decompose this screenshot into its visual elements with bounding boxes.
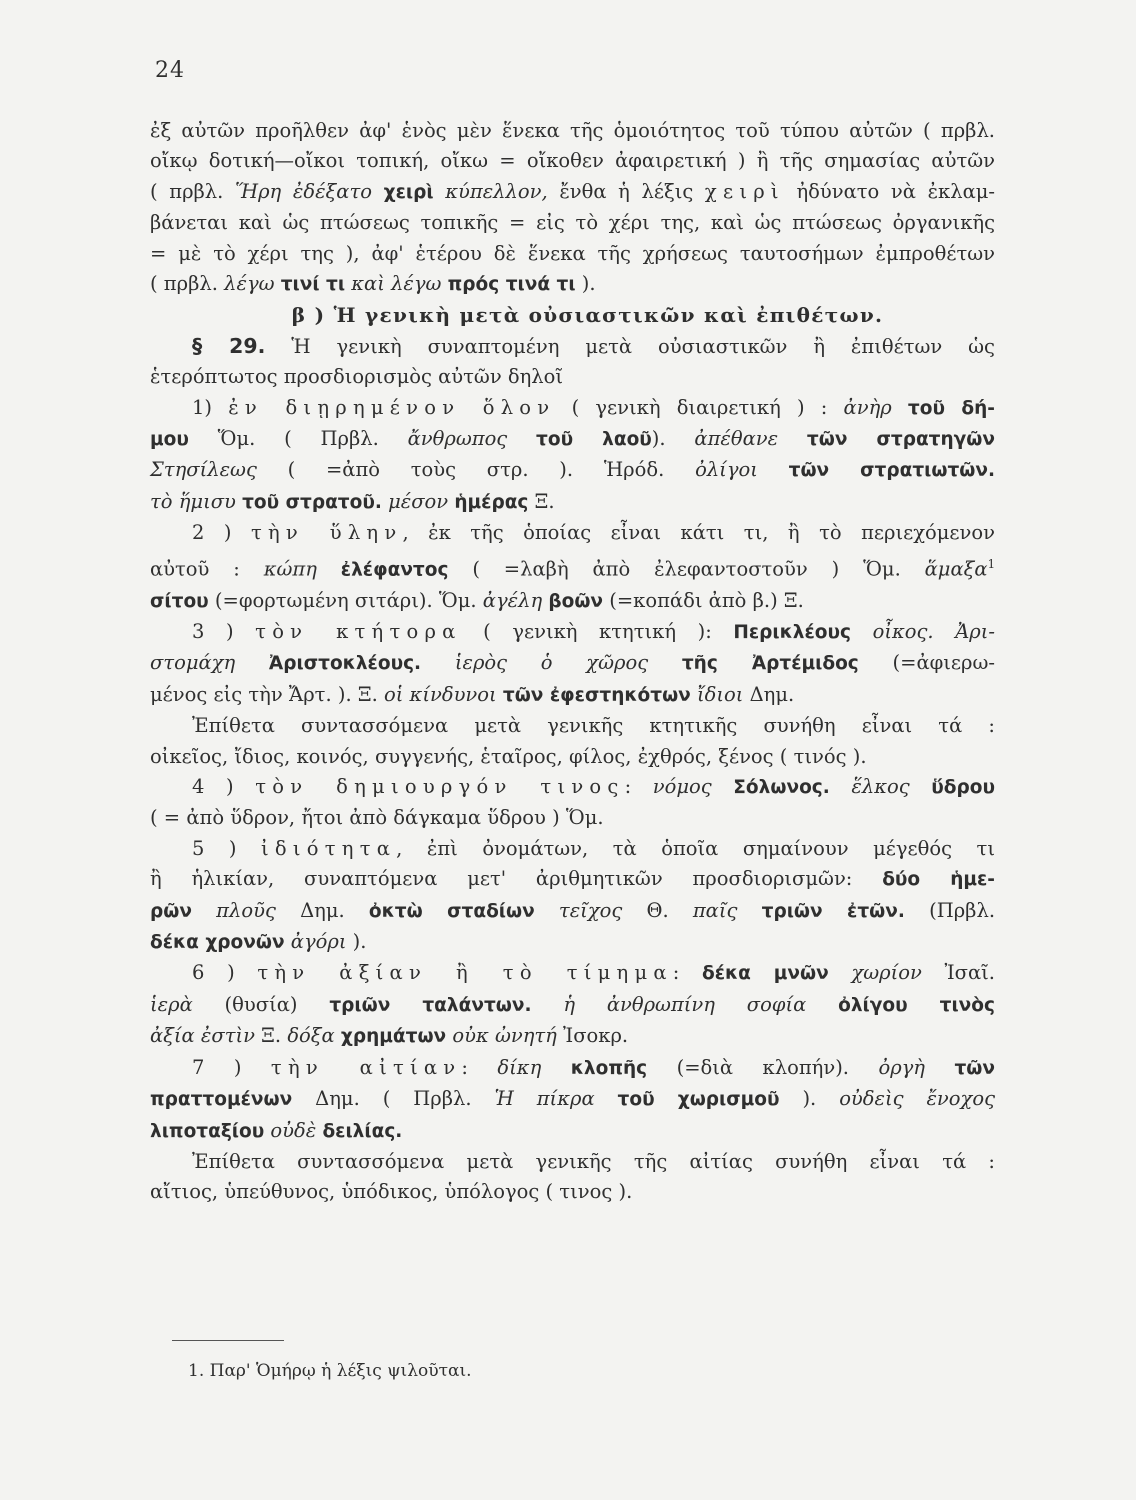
intro-line: [150, 177, 995, 208]
bold-text: δειλίας.: [322, 1120, 403, 1142]
italic-text: πλοῦς: [216, 898, 276, 922]
text: , ἐπὶ ὀνομάτων, τὰ ὁποῖα σημαίνουν μέγεθός τι: [396, 836, 995, 860]
adjectives-line: [150, 1177, 995, 1207]
italic-text: τεῖχος: [558, 898, 623, 922]
italic-text: ἄνθρωπος: [407, 427, 508, 451]
item-1-line: [150, 455, 995, 486]
italic-text: χωρίον: [851, 961, 922, 985]
item-number: 2 ): [192, 521, 251, 545]
item-1-line: [150, 393, 995, 424]
bold-text: πρός τινά τι: [447, 274, 576, 296]
bold-text: λιποταξίου: [150, 1120, 265, 1142]
bold-text: ἡμέρας: [454, 491, 529, 513]
bold-text: τοῦ λαοῦ: [536, 429, 652, 451]
item-5-line: [150, 864, 995, 895]
item-7-line: [150, 1084, 995, 1115]
bold-text: τοῦ στρατοῦ.: [242, 491, 382, 513]
bold-text: τῶν: [954, 1057, 995, 1079]
intro-line: [150, 116, 995, 146]
adjectives-line: [150, 1147, 995, 1177]
bold-text: τοῦ δή-: [907, 397, 995, 419]
italic-text: ὀργὴ: [878, 1055, 925, 1079]
text: ἐξ αὐτῶν προῆλθεν ἀφ' ἑνὸς μὲν ἕνεκα τῆς ὁμοιότητος τοῦ τύπου αὐτῶν ( πρβλ.: [150, 119, 995, 142]
spaced-term: τὸν δημιουργόν τινος: [255, 775, 625, 799]
text: βάνεται καὶ ὡς πτώσεως τοπικῆς = εἰς τὸ χέρι της, καὶ ὡς πτώσεως ὀργανικῆς: [150, 211, 995, 235]
item-5-line: [150, 834, 995, 864]
adjectives-line: [150, 711, 995, 741]
italic-text: οὐκ ὠνητή: [452, 1024, 557, 1048]
text: ).: [779, 1087, 840, 1111]
bold-text: ὕδρου: [931, 777, 995, 799]
text: ( =λαβὴ ἀπὸ ἐλεφαντοστοῦν ) Ὅμ.: [448, 557, 925, 581]
text: ).: [346, 930, 367, 954]
text: ( =ἀπὸ τοὺς στρ. ). Ἡρόδ.: [256, 458, 696, 482]
text: ἢ ἡλικίαν, συναπτόμενα μετ' ἀριθμητικῶν προσδιορισμῶν:: [150, 867, 883, 891]
italic-text: ἀνὴρ: [843, 395, 892, 419]
text: (θυσία): [192, 992, 330, 1016]
text: = μὲ τὸ χέρι της ), ἀφ' ἑτέρου δὲ ἕνεκα τῆς χρήσεως ταυτοσήμων ἐμπροθέτων: [150, 241, 995, 265]
italic-text: ἕλκος: [851, 775, 910, 799]
text: (=διὰ κλοπήν).: [647, 1055, 879, 1079]
spaced-term: ἐν διῃρημένον ὅλον: [228, 395, 556, 419]
italic-text: ἀγέλη: [482, 588, 543, 612]
text: ( γενικὴ διαιρετική ) :: [555, 395, 844, 419]
text: οἴκῳ δοτική—οἴκοι τοπική, οἴκω = οἴκοθεν ἀφαιρετική ) ἢ τῆς σημασίας αὐτῶν: [150, 149, 995, 173]
bold-text: Περικλέους: [733, 622, 852, 643]
bold-text: Σόλωνος.: [733, 777, 830, 799]
section-29-line: [150, 362, 995, 392]
text: μένος εἰς τὴν Ἄρτ. ). Ξ.: [150, 682, 384, 706]
text: Ἰσοκρ.: [556, 1024, 629, 1048]
text: οἰκεῖος, ἴδιος, κοινός, συγγενής, ἑταῖρος, φίλος, ἐχθρός, ξένος ( τινός ).: [150, 744, 867, 768]
italic-text: δίκη: [497, 1055, 542, 1079]
page-number: 24: [155, 58, 185, 83]
italic-text: Στησίλεως: [150, 458, 257, 482]
italic-text: Ἡ πίκρα: [494, 1087, 595, 1111]
text: Δημ.: [743, 682, 795, 706]
italic-text: κώπη: [263, 557, 317, 581]
item-7-line: [150, 1053, 995, 1084]
intro-line: [150, 146, 995, 176]
bold-text: ὀκτὼ σταδίων: [368, 900, 535, 922]
text: ( πρβλ.: [150, 272, 225, 296]
italic-text: ἱερὰ: [150, 992, 193, 1016]
item-5-line: [150, 896, 995, 927]
spaced-term: ἰδιότητα: [261, 836, 397, 860]
italic-text: οὐδεὶς ἔνοχος: [839, 1087, 996, 1111]
italic-text: νόμος: [652, 775, 712, 799]
page-body: [150, 116, 995, 1208]
bold-text: τοῦ χωρισμοῦ: [617, 1089, 780, 1111]
text: (Πρβλ.: [904, 898, 996, 922]
text: :: [461, 1055, 498, 1079]
bold-text: ρῶν: [150, 900, 192, 922]
bold-text: τριῶν ταλάντων.: [329, 994, 532, 1016]
section-heading: β ) Ἡ γενικὴ μετὰ οὐσιαστικῶν καὶ ἐπιθέτων.: [291, 303, 884, 328]
text: , ἐκ τῆς ὁποίας εἶναι κάτι τι, ἢ τὸ περιεχόμενον: [402, 521, 995, 545]
text: αὐτοῦ :: [150, 557, 264, 581]
italic-text: μέσον: [388, 489, 449, 513]
italic-text: ἡ ἀνθρωπίνη σοφία: [563, 992, 807, 1016]
italic-text: ἀγόρι: [290, 930, 347, 954]
text: Θ.: [622, 898, 693, 922]
italic-text: οἶκος. Ἀρι-: [872, 620, 995, 643]
spaced-text: χειρὶ: [704, 179, 785, 203]
bold-text: πραττομένων: [150, 1089, 293, 1111]
text: (=κοπάδι ἀπὸ β.) Ξ.: [603, 588, 804, 612]
italic-text: Ἥρη ἐδέξατο: [235, 179, 372, 203]
item-4-line: [150, 772, 995, 803]
bold-text: χρημάτων: [340, 1026, 447, 1048]
bold-text: Ἀριστοκλέους.: [268, 653, 422, 675]
section-number: § 29.: [192, 333, 266, 358]
item-2-line: [150, 518, 995, 548]
italic-text: τὸ ἥμισυ: [150, 489, 236, 513]
bold-text: χειρὶ: [383, 181, 434, 203]
spaced-term: τὴν ὕλην: [250, 521, 403, 545]
bold-text: δέκα χρονῶν: [150, 932, 285, 954]
item-7-line: [150, 1116, 995, 1147]
text: :: [624, 775, 653, 799]
italic-text: ἀπέθανε: [694, 427, 779, 451]
bold-text: τῶν στρατηγῶν: [806, 429, 995, 451]
text: αἴτιος, ὑπεύθυνος, ὑπόδικος, ὑπόλογος ( τινος ).: [150, 1180, 633, 1204]
italic-text: ἱερὸς ὁ χῶρος: [454, 651, 649, 675]
text: :: [672, 961, 702, 985]
italic-text: κύπελλον,: [445, 179, 548, 203]
bold-text: ἐλέφαντος: [340, 559, 449, 581]
text: ἠδύνατο νὰ ἐκλαμ-: [784, 179, 996, 203]
italic-text: παῖς: [692, 898, 738, 922]
bold-text: βοῶν: [548, 590, 604, 612]
text: ).: [575, 272, 596, 296]
italic-text: ἅμαξα: [924, 557, 988, 581]
item-2-line: [150, 549, 995, 586]
item-6-line: [150, 990, 995, 1021]
text: (=φορτωμένη σιτάρι). Ὅμ.: [208, 588, 483, 612]
text: ( γενικὴ κτητική ):: [461, 620, 734, 643]
bold-text: τινί τι: [280, 274, 346, 296]
bold-text: σίτου: [150, 590, 209, 612]
text: ( = ἀπὸ ὕδρον, ἤτοι ἀπὸ δάγκαμα ὕδρου ) Ὅμ.: [150, 806, 604, 830]
item-number: 3 ): [192, 620, 256, 643]
bold-text: τῶν στρατιωτῶν.: [788, 460, 996, 482]
text: ἑτερόπτωτος προσδιορισμὸς αὐτῶν δηλοῖ: [150, 365, 564, 389]
bold-text: τῆς Ἀρτέμιδος: [681, 653, 859, 675]
bold-text: ὀλίγου τινὸς: [838, 994, 995, 1016]
italic-text: ἴδιοι: [696, 682, 744, 706]
item-number: 4 ): [192, 775, 256, 799]
spaced-term: τὸν κτήτορα: [255, 620, 462, 643]
bold-text: δύο ἡμε-: [882, 869, 995, 891]
footnote: 1. Παρ' Ὁμήρῳ ἡ λέξις ψιλοῦται.: [188, 1361, 472, 1381]
item-number: 6 ): [192, 961, 258, 985]
item-1-line: [150, 487, 995, 518]
text: Ἐπίθετα συντασσόμενα μετὰ γενικῆς κτητικῆς συνήθη εἶναι τά :: [192, 714, 995, 738]
bold-text: τῶν ἐφεστηκότων: [502, 684, 691, 706]
bold-text: μου: [150, 429, 189, 451]
text: Ἡ γενικὴ συναπτομένη μετὰ οὐσιαστικῶν ἢ ἐπιθέτων ὡς: [265, 334, 995, 358]
italic-text: οἱ κίνδυνοι: [383, 682, 497, 706]
text: Δημ. ( Πρβλ.: [292, 1087, 495, 1111]
item-number: 5 ): [192, 836, 262, 860]
italic-text: στομάχη: [150, 651, 236, 675]
item-3-line: [150, 648, 995, 679]
text: Ὅμ. ( Πρβλ.: [188, 427, 408, 451]
footnote-marker: 1: [987, 556, 995, 571]
text: ).: [651, 427, 695, 451]
spaced-term: τὴν αἰτίαν: [270, 1055, 462, 1079]
adjectives-line: [150, 742, 995, 772]
item-2-line: [150, 586, 995, 617]
bold-text: κλοπῆς: [570, 1057, 648, 1079]
italic-text: καὶ λέγω: [351, 272, 442, 296]
italic-text: ἀξία ἐστὶν: [150, 1024, 255, 1048]
text: Δημ.: [275, 898, 369, 922]
italic-text: δόξα: [287, 1024, 335, 1048]
footnote-divider: [172, 1340, 284, 1341]
item-6-line: [150, 1021, 995, 1052]
text: (=ἀφιερω-: [858, 651, 995, 675]
italic-text: ὀλίγοι: [695, 458, 758, 482]
item-6-line: [150, 958, 995, 989]
text: ἔνθα ἡ λέξις: [547, 179, 705, 203]
item-3-line: [150, 617, 995, 648]
text: Ἰσαῖ.: [921, 961, 996, 985]
intro-line: [150, 269, 995, 300]
text: ( πρβλ.: [150, 179, 236, 203]
bold-text: δέκα μνῶν: [702, 963, 829, 985]
text: Ξ.: [254, 1024, 288, 1048]
intro-line: [150, 239, 995, 269]
text: Ξ.: [528, 489, 555, 513]
item-number: 7 ): [192, 1055, 271, 1079]
bold-text: τριῶν ἐτῶν.: [761, 900, 905, 922]
section-29-line: [150, 331, 995, 362]
text: Ἐπίθετα συντασσόμενα μετὰ γενικῆς τῆς αἰτίας συνήθη εἶναι τά :: [192, 1149, 995, 1173]
italic-text: οὐδὲ: [270, 1118, 317, 1142]
item-5-line: [150, 927, 995, 958]
item-4-line: [150, 803, 995, 833]
spaced-term: τὴν ἀξίαν ἢ τὸ τίμημα: [257, 961, 673, 985]
item-1-line: [150, 424, 995, 455]
item-3-line: [150, 680, 995, 711]
intro-line: [150, 208, 995, 238]
italic-text: λέγω: [224, 272, 275, 296]
item-number: 1): [192, 395, 229, 419]
